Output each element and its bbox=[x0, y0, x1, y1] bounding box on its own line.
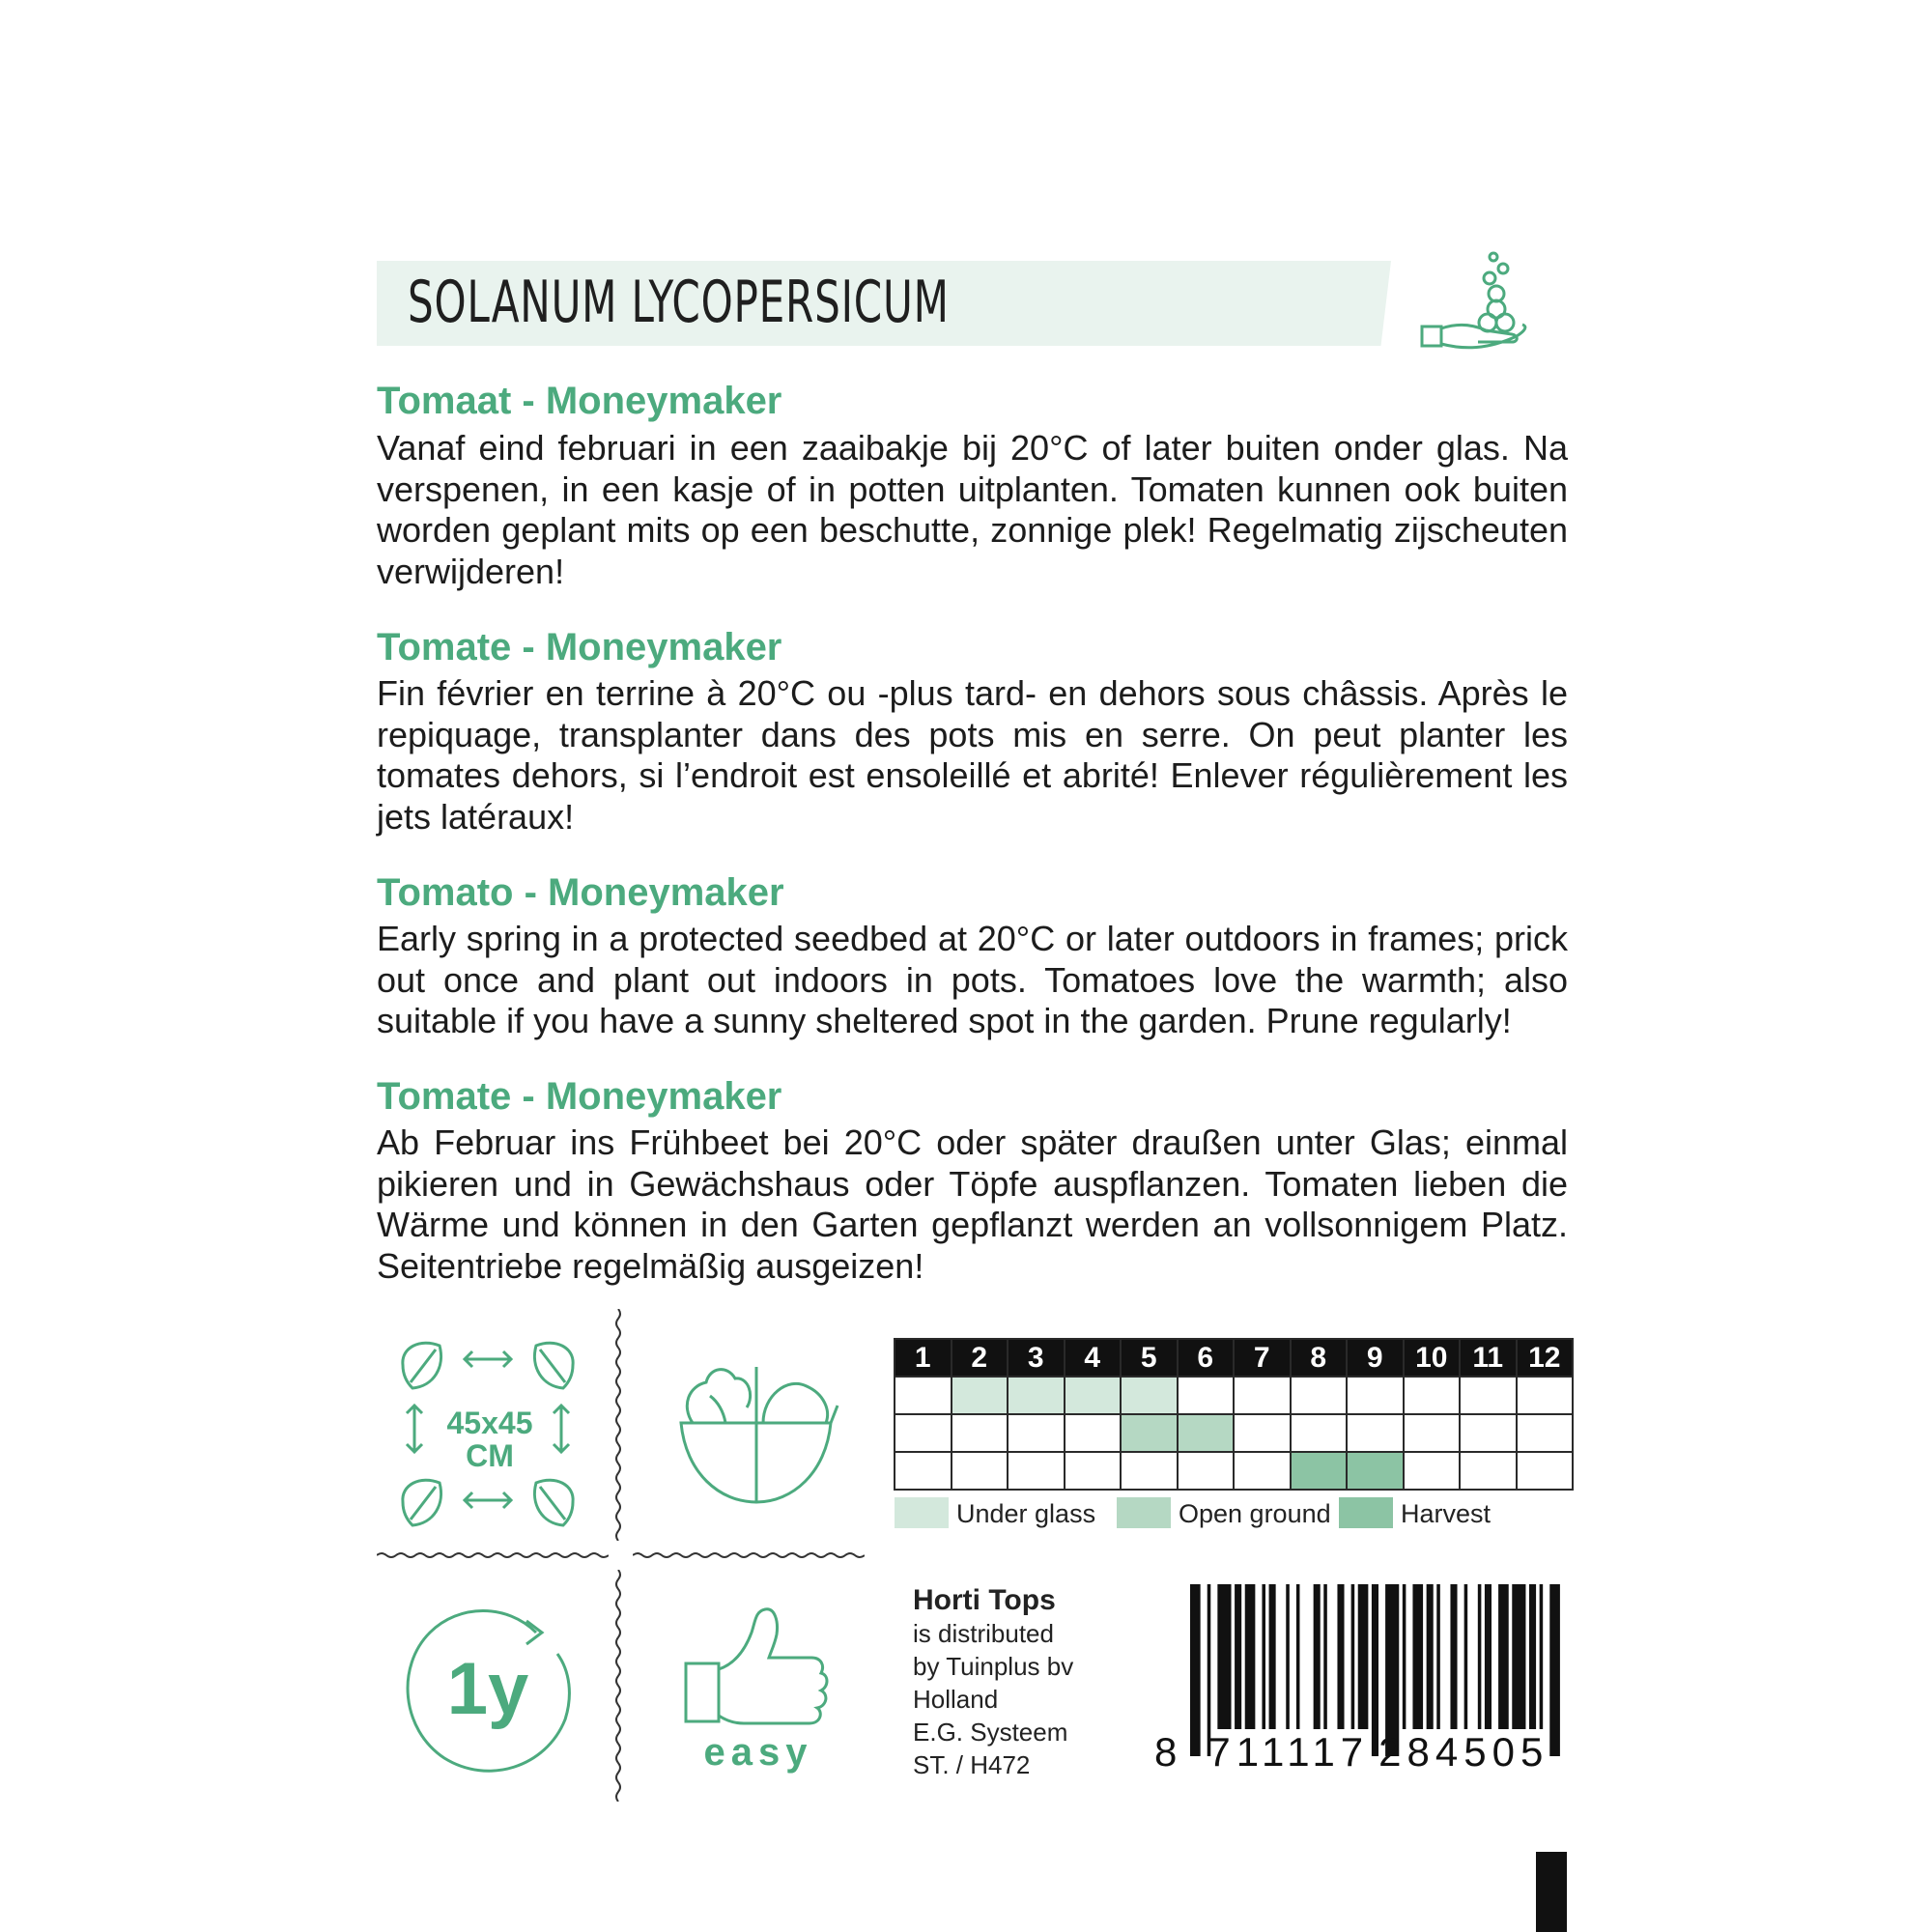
difficulty-icon bbox=[676, 1594, 840, 1787]
sowing-calendar bbox=[894, 1338, 1574, 1491]
calendar-cell bbox=[1291, 1414, 1348, 1452]
calendar-month-header: 1 bbox=[895, 1339, 952, 1377]
calendar-row bbox=[895, 1452, 1573, 1490]
calendar-cell bbox=[1460, 1377, 1517, 1414]
calendar-cell bbox=[952, 1377, 1009, 1414]
calendar-cell bbox=[1347, 1414, 1404, 1452]
barcode-bar bbox=[1478, 1584, 1482, 1729]
distributor-line-4: E.G. Systeem bbox=[913, 1718, 1068, 1747]
calendar-cell bbox=[895, 1452, 952, 1490]
salad-bowl-icon bbox=[671, 1348, 840, 1512]
barcode-bar bbox=[1296, 1584, 1300, 1729]
hand-holding-tomatoes-icon bbox=[1420, 249, 1531, 355]
calendar-cell bbox=[1234, 1414, 1291, 1452]
calendar-cell bbox=[1121, 1414, 1178, 1452]
barcode-bar bbox=[1269, 1584, 1276, 1729]
calendar-cell bbox=[1008, 1452, 1065, 1490]
section-body-de: Ab Februar ins Frühbeet bei 20°C oder später draußen unter Glas; einmal pikieren und in Gewächshaus oder Töpfe auspflanzen. Tomaten lieben die Wärme und können in den Garten gepflanzt werden an vollsonnigem Platz. Seitentriebe regelmäßig ausgeizen! bbox=[377, 1122, 1568, 1286]
section-body-en: Early spring in a protected seedbed at 20°C or later outdoors in frames; prick out once and plant out indoors in pots. Tomatoes love the warmth; also suitable if you have a sunny sheltered spot in the garden. Prune regularly! bbox=[377, 919, 1568, 1040]
calendar-cell bbox=[952, 1414, 1009, 1452]
barcode-bar bbox=[1262, 1584, 1265, 1729]
calendar-cell bbox=[1291, 1377, 1348, 1414]
registration-mark bbox=[1536, 1852, 1567, 1932]
calendar-row bbox=[895, 1377, 1573, 1414]
legend-label-open-ground: Open ground bbox=[1179, 1499, 1331, 1528]
barcode-bar bbox=[1498, 1584, 1509, 1729]
wavy-divider-horizontal-left bbox=[377, 1549, 609, 1561]
barcode-bar bbox=[1427, 1584, 1434, 1729]
calendar-cell bbox=[1178, 1452, 1235, 1490]
barcode-bar bbox=[1464, 1584, 1468, 1729]
thumbs-up-icon bbox=[676, 1594, 840, 1748]
barcode-bar bbox=[1412, 1584, 1423, 1729]
calendar-month-header: 6 bbox=[1178, 1339, 1235, 1377]
section-title-fr: Tomate - Moneymaker bbox=[377, 626, 782, 668]
calendar-month-header: 10 bbox=[1404, 1339, 1461, 1377]
calendar-cell bbox=[1065, 1377, 1122, 1414]
calendar-cell bbox=[1347, 1377, 1404, 1414]
calendar-month-header: 3 bbox=[1008, 1339, 1065, 1377]
calendar-cell bbox=[1121, 1452, 1178, 1490]
calendar-cell bbox=[1234, 1377, 1291, 1414]
calendar-cell bbox=[1404, 1414, 1461, 1452]
calendar-cell bbox=[1347, 1452, 1404, 1490]
annual-lifecycle-icon bbox=[391, 1594, 584, 1787]
lifecycle-label: 1y bbox=[446, 1648, 529, 1730]
barcode-bar bbox=[1450, 1584, 1457, 1729]
barcode-bar bbox=[1358, 1584, 1369, 1729]
calendar-cell bbox=[1404, 1452, 1461, 1490]
calendar-cell bbox=[1178, 1414, 1235, 1452]
calendar-cell bbox=[1460, 1452, 1517, 1490]
calendar-cell bbox=[1460, 1414, 1517, 1452]
calendar-month-header: 9 bbox=[1347, 1339, 1404, 1377]
section-body-fr: Fin février en terrine à 20°C ou -plus tard- en dehors sous châssis. Après le repiquage, transplanter dans des pots mis en serre. On peut planter les tomates dehors, si l’endroit est ensoleillé et abrité! Enlever régulièrement les jets latéraux! bbox=[377, 673, 1568, 837]
calendar-cell bbox=[895, 1414, 952, 1452]
spacing-label-1: 45x45 bbox=[446, 1406, 533, 1440]
distributor-line-3: Holland bbox=[913, 1685, 999, 1714]
calendar-cell bbox=[1065, 1414, 1122, 1452]
barcode-bar bbox=[1235, 1584, 1241, 1729]
brand-name: Horti Tops bbox=[913, 1584, 1056, 1616]
calendar-month-header: 8 bbox=[1291, 1339, 1348, 1377]
barcode-bar bbox=[1351, 1584, 1355, 1729]
distributor-line-2: by Tuinplus bv bbox=[913, 1652, 1074, 1681]
calendar-cell bbox=[1404, 1377, 1461, 1414]
calendar-month-header: 2 bbox=[952, 1339, 1009, 1377]
calendar-month-header: 5 bbox=[1121, 1339, 1178, 1377]
spacing-label-2: CM bbox=[466, 1438, 514, 1473]
wavy-divider-horizontal-right bbox=[633, 1549, 865, 1561]
barcode-number bbox=[1154, 1729, 1548, 1776]
distributor-info bbox=[913, 1584, 1073, 1781]
calendar-cell bbox=[1517, 1452, 1574, 1490]
calendar-cell bbox=[1065, 1452, 1122, 1490]
calendar-cell bbox=[1517, 1414, 1574, 1452]
calendar-cell bbox=[1291, 1452, 1348, 1490]
section-body-nl: Vanaf eind februari in een zaaibakje bij 20°C of later buiten onder glas. Na verspenen, in een kasje of in potten uitplanten. Tomaten kunnen ook buiten worden geplant mits op een beschutte, zonnige plek! Regelmatig zijscheuten verwijderen! bbox=[377, 428, 1568, 591]
section-title-en: Tomato - Moneymaker bbox=[377, 871, 784, 914]
barcode-bar bbox=[1245, 1584, 1256, 1729]
barcode-first-digit: 8 bbox=[1154, 1729, 1183, 1775]
legend-label-harvest: Harvest bbox=[1401, 1499, 1492, 1528]
barcode-bar bbox=[1540, 1584, 1544, 1729]
section-title-nl: Tomaat - Moneymaker bbox=[377, 380, 782, 422]
barcode-bar bbox=[1485, 1584, 1492, 1729]
calendar-cell bbox=[952, 1452, 1009, 1490]
calendar-cell bbox=[1121, 1377, 1178, 1414]
barcode-bar bbox=[1217, 1584, 1231, 1729]
legend-swatch-open-ground bbox=[1117, 1497, 1171, 1528]
calendar-month-header: 4 bbox=[1065, 1339, 1122, 1377]
calendar-cell bbox=[1234, 1452, 1291, 1490]
section-title-de: Tomate - Moneymaker bbox=[377, 1075, 782, 1118]
calendar-cell bbox=[1178, 1377, 1235, 1414]
barcode-bar bbox=[1323, 1584, 1327, 1729]
difficulty-label: easy bbox=[703, 1731, 813, 1774]
legend-label-under-glass: Under glass bbox=[956, 1499, 1096, 1528]
barcode-bar bbox=[1314, 1584, 1321, 1729]
plant-spacing-icon bbox=[391, 1338, 584, 1531]
barcode-bar bbox=[1512, 1584, 1525, 1729]
wavy-divider-vertical-top bbox=[612, 1309, 624, 1541]
barcode-bar bbox=[1436, 1584, 1440, 1729]
calendar-month-header: 11 bbox=[1460, 1339, 1517, 1377]
calendar-month-header: 12 bbox=[1517, 1339, 1574, 1377]
calendar-row bbox=[895, 1414, 1573, 1452]
legend-swatch-under-glass bbox=[895, 1497, 949, 1528]
barcode-bar bbox=[1337, 1584, 1344, 1729]
barcode-group-2: 284505 bbox=[1378, 1729, 1549, 1775]
latin-name: SOLANUM LYCOPERSICUM bbox=[408, 269, 950, 336]
barcode-bar bbox=[1529, 1584, 1536, 1729]
calendar-cell bbox=[895, 1377, 952, 1414]
calendar-cell bbox=[1008, 1377, 1065, 1414]
barcode-group-1: 711117 bbox=[1208, 1729, 1370, 1775]
legend-swatch-harvest bbox=[1339, 1497, 1393, 1528]
barcode-bar bbox=[1549, 1584, 1560, 1756]
distributor-line-5: ST. / H472 bbox=[913, 1750, 1031, 1779]
calendar-month-header: 7 bbox=[1234, 1339, 1291, 1377]
distributor-line-1: is distributed bbox=[913, 1619, 1054, 1648]
calendar-cell bbox=[1517, 1377, 1574, 1414]
barcode-bar bbox=[1403, 1584, 1406, 1729]
wavy-divider-vertical-bottom bbox=[612, 1570, 624, 1802]
calendar-cell bbox=[1008, 1414, 1065, 1452]
barcode-bar bbox=[1286, 1584, 1290, 1729]
